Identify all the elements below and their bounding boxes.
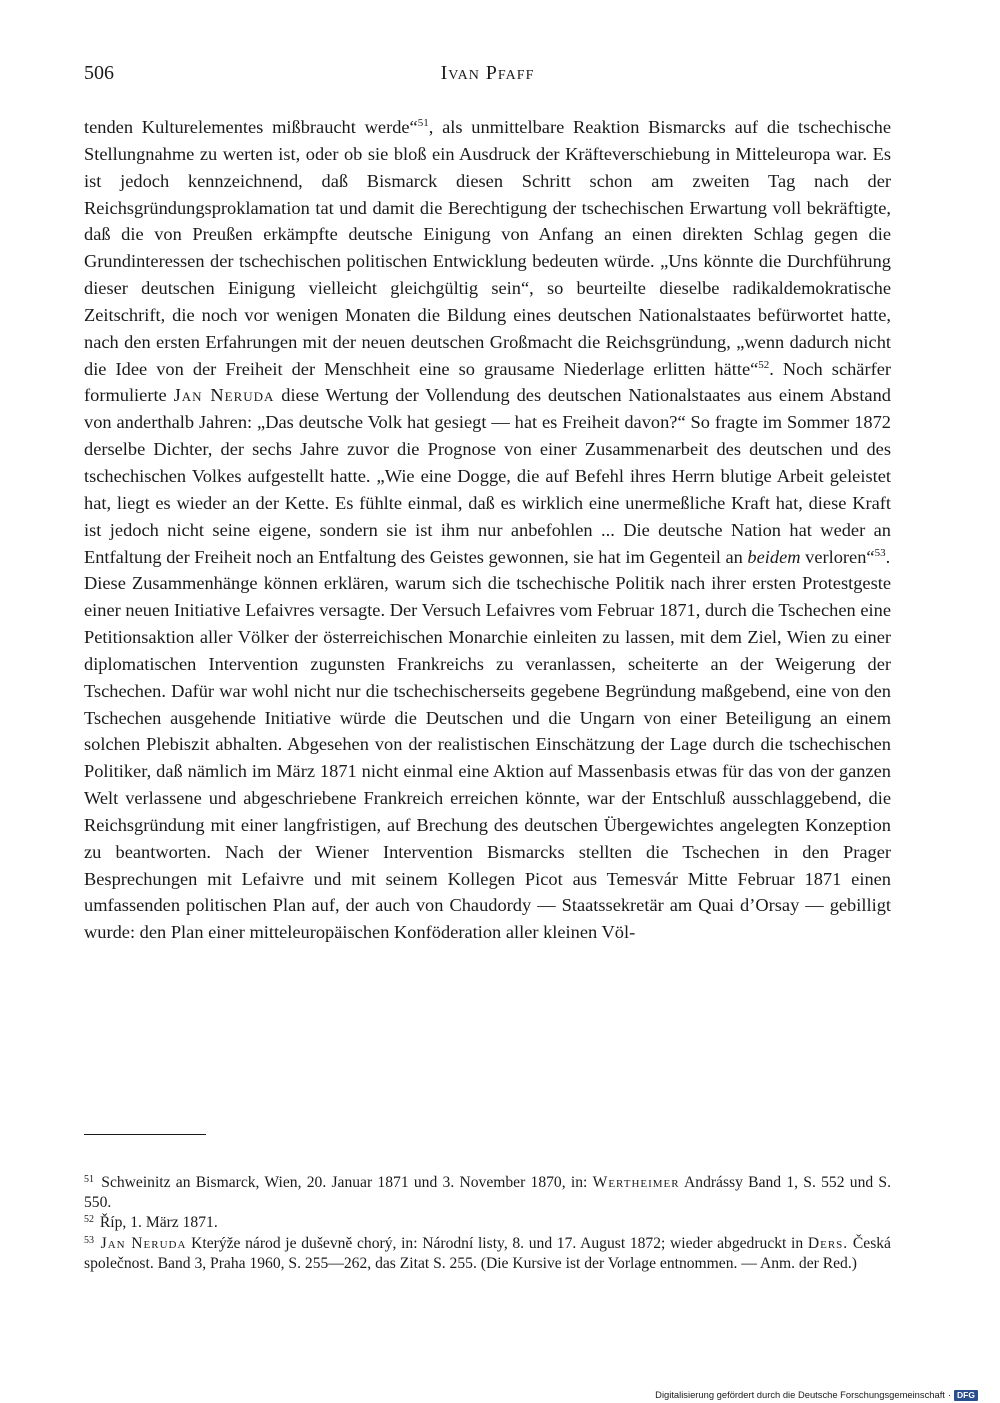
text-run: Česká společnost. Band 3, Praha 1960, S. 255—262, das Zitat S. 255. (Die Kursive ist der Vorlage entnommen. — Anm. der Red.) (84, 1234, 891, 1272)
page-number: 506 (84, 62, 114, 84)
dfg-logo-icon: DFG (954, 1390, 978, 1401)
text-run: verloren“ (800, 546, 875, 567)
text-run: Říp, 1. März 1871. (99, 1214, 218, 1232)
author-name: Jan Neruda (100, 1234, 187, 1252)
footnote-rule (84, 1134, 206, 1135)
footnote-number: 52 (84, 1214, 94, 1226)
text-run: . Noch schärfer formulierte (84, 358, 891, 406)
footnote-52 (84, 1213, 891, 1233)
text-run: Schweinitz an Bismarck, Wien, 20. Januar 1871 und 3. November 1870, in: (101, 1174, 593, 1191)
footnotes (84, 1173, 891, 1274)
footnote-ref-52: 52 (758, 358, 770, 371)
credit-text: Digitalisierung gefördert durch die Deutsche Forschungsgemeinschaft (655, 1389, 945, 1400)
author-name: Jan Neruda (173, 385, 275, 406)
footnote-53 (84, 1234, 891, 1274)
text-run: , als unmittelbare Reaktion Bismarcks auf die tschechische Stellungnahme zu werten ist, oder ob sie bloß ein Ausdruck der Kräfteverschiebung in Mitteleuropa war. Es ist jedoch kennzeichnend, daß Bismarck diesen Schritt schon am zweiten Tag nach der Reichsgründungsproklamation tat und damit die Berechtigung der tschechischen Erwartung voll bekräftigte, daß die von Preußen erkämpfte deutsche Einigung von Anfang an einen direkten Schlag gegen die Grundinteressen der tschechischen politischen Entwicklung bedeuten würde. „Uns könnte die Durchführung dieser deutschen Einigung vielleicht gleichgültig sein“, so beurteilte dieselbe radikaldemokratische Zeitschrift, die noch vor wenigen Monaten die Bildung eines deutschen Nationalstaates befürwortet hatte, nach den ersten Erfahrungen mit der neuen deutschen Großmacht die Reichsgründung, „wenn dadurch nicht die Idee von der Freiheit der Menschheit eine so grausame Niederlage erlitten hätte“ (84, 117, 891, 379)
body-text (84, 114, 891, 946)
text-run: Andrássy Band 1, S. 552 und S. 550. (84, 1174, 891, 1212)
paragraph-1 (84, 114, 891, 570)
text-run: diese Wertung der Vollendung des deutschen Nationalstaates aus einem Abstand von anderthalb Jahren: „Das deutsche Volk hat gesiegt — hat es Freiheit davon?“ So fragte im Sommer 1872 derselbe Dichter, der sechs Jahre zuvor die Prognose von einer Zusammenarbeit des deutschen und des tschechischen Volkes aufgestellt hatte. „Wie eine Dogge, die auf Befehl ihres Herrn blutige Arbeit geleistet hat, liegt es wieder an der Kette. Es fühlte einmal, daß es wirklich eine unermeßliche Kraft hat, diese Kraft ist jedoch nicht seine eigene, sondern sie ist ihm nur anbefohlen ... Die deutsche Nation hat weder an Entfaltung der Freiheit noch an Entfaltung des Geistes gewonnen, sie hat im Gegenteil an (84, 385, 891, 567)
credit-separator: · (947, 1389, 952, 1400)
text-run: . (885, 546, 891, 567)
digitization-credit (655, 1389, 978, 1401)
footnote-51 (84, 1173, 891, 1213)
footnote-number: 53 (84, 1234, 94, 1246)
italic-word: beidem (747, 546, 801, 567)
text-run: tenden Kulturelementes mißbraucht werde“ (84, 117, 418, 137)
author-name: Wertheimer (592, 1174, 680, 1191)
footnote-ref-53: 53 (874, 546, 886, 559)
footnote-ref-51: 51 (417, 117, 429, 129)
page-header (84, 62, 891, 90)
author-abbrev: Ders. (807, 1234, 849, 1252)
text-run: Kterýže národ je duševně chorý, in: Národní listy, 8. und 17. August 1872; wieder abgedruckt in (186, 1234, 808, 1252)
footnote-number: 51 (84, 1174, 94, 1185)
paragraph-2: Diese Zusammenhänge können erklären, warum sich die tschechische Politik nach ihrer ersten Protestgeste einer neuen Initiative Lefaivres versagte. Der Versuch Lefaivres vom Februar 1871, durch die Tschechen eine Petitionsaktion aller Völker der österreichischen Monarchie einleiten zu lassen, mit dem Ziel, Wien zu einer diplomatischen Intervention zugunsten Frankreichs zu veranlassen, scheiterte an der Weigerung der Tschechen. Dafür war wohl nicht nur die tschechischerseits gegebene Begründung maßgebend, eine von den Tschechen ausgehende Initiative würde die Deutschen und die Ungarn von einer Beteiligung an einem solchen Plebiszit abhalten. Abgesehen von der realistischen Einschätzung der Lage durch die tschechischen Politiker, daß nämlich im März 1871 nicht einmal eine Aktion auf Massenbasis etwas für das von der ganzen Welt verlassene und abgeschriebene Frankreich erreichen könnte, war der Entschluß ausschlaggebend, die Reichsgründung mit einer langfristigen, auf Brechung des deutschen Übergewichtes angelegten Konzeption zu beantworten. Nach der Wiener Intervention Bismarcks stellten die Tschechen in den Prager Besprechungen mit Lefaivre und mit seinem Kollegen Picot aus Temesvár Mitte Februar 1871 einen umfassenden politischen Plan auf, der auch von Chaudordy — Staatssekretär am Quai d’Orsay — gebilligt wurde: den Plan einer mitteleuropäischen Konföderation aller kleinen Völ- (84, 573, 891, 943)
running-title: Ivan Pfaff (440, 62, 535, 84)
